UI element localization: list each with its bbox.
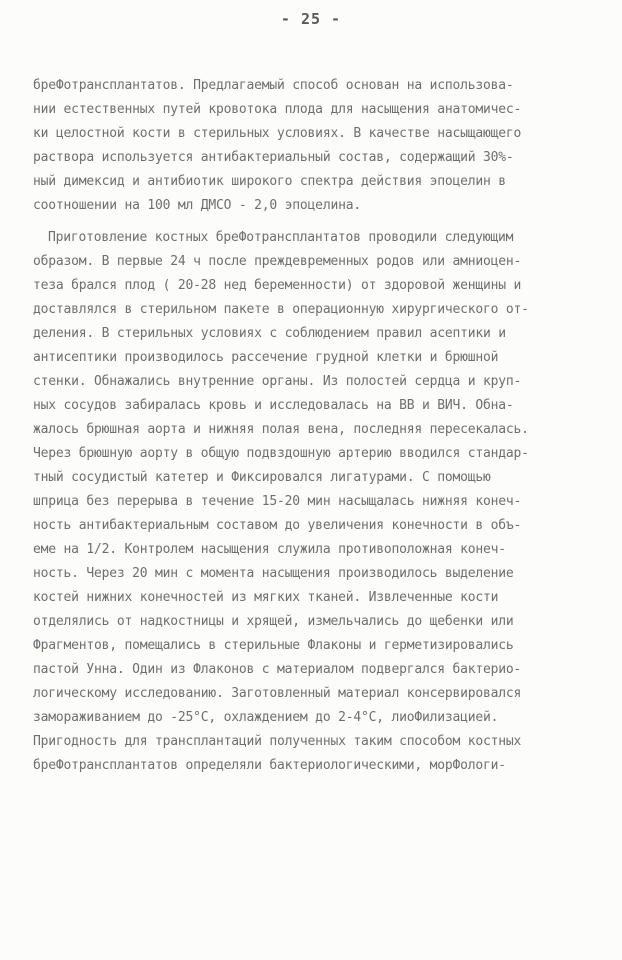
text-line-10: доставлялся в стерильном пакете в операционную хирургического от- [33, 302, 529, 317]
page-number: - 25 - [280, 10, 342, 28]
text-line-20: еме на 1/2. Контролем насыщения служила противоположная конеч- [33, 542, 506, 557]
text-line-29: бреФотрансплантатов определяли бактериологическими, морФологи- [33, 758, 506, 773]
text-line-25: пастой Унна. Один из Флаконов с материалом подвергался бактерио- [33, 662, 522, 677]
text-line-15: жалось брюшная аорта и нижняя полая вена, последняя пересекалась. [33, 422, 529, 437]
text-line-4: раствора используется антибактериальный состав, содержащий 30%- [33, 150, 514, 165]
text-line-18: шприца без перерыва в течение 15-20 мин насыщалась нижняя конеч- [33, 494, 522, 509]
text-line-17: тный сосудистый катетер и Фиксировался лигатурами. С помощью [33, 470, 491, 485]
text-line-26: логическому исследованию. Заготовленный материал консервировался [33, 686, 522, 701]
text-line-21: ность. Через 20 мин с момента насыщения производилось выделение [33, 566, 514, 581]
text-line-22: костей нижних конечностей из мягких тканей. Извлеченные кости [33, 590, 499, 605]
text-line-14: ных сосудов забиралась кровь и исследовалась на ВВ и ВИЧ. Обна- [33, 398, 514, 413]
text-line-3: ки целостной кости в стерильных условиях. В качестве насыщающего [33, 126, 522, 141]
text-line-7: Приготовление костных бреФотрансплантатов проводили следующим [48, 230, 514, 245]
text-line-27: замораживанием до -25°С, охлаждением до 2-4°С, лиоФилизацией. [33, 710, 499, 725]
text-line-19: ность антибактериальным составом до увеличения конечности в объ- [33, 518, 522, 533]
text-line-2: нии естественных путей кровотока плода для насыщения анатомичес- [33, 102, 522, 117]
text-line-9: теза брался плод ( 20-28 нед беременности) от здоровой женщины и [33, 278, 522, 293]
text-line-8: образом. В первые 24 ч после преждевременных родов или амниоцен- [33, 254, 522, 269]
text-line-6: соотношении на 100 мл ДМСО - 2,0 эпоцелина. [33, 198, 361, 213]
text-line-12: антисептики производилось рассечение грудной клетки и брюшной [33, 350, 499, 365]
text-line-13: стенки. Обнажались внутренние органы. Из полостей сердца и круп- [33, 374, 522, 389]
text-line-16: Через брюшную аорту в общую подвздошную артерию вводился стандар- [33, 446, 529, 461]
text-line-11: деления. В стерильных условиях с соблюдением правил асептики и [33, 326, 506, 341]
text-line-23: отделялись от надкостницы и хрящей, измельчались до щебенки или [33, 614, 514, 629]
text-line-1: бреФотрансплантатов. Предлагаемый способ основан на использова- [33, 78, 514, 93]
text-line-5: ный димексид и антибиотик широкого спектра действия эпоцелин в [33, 174, 506, 189]
text-line-28: Пригодность для трансплантаций полученных таким способом костных [33, 734, 522, 749]
text-line-24: Фрагментов, помещались в стерильные Флаконы и герметизировались [33, 638, 514, 653]
